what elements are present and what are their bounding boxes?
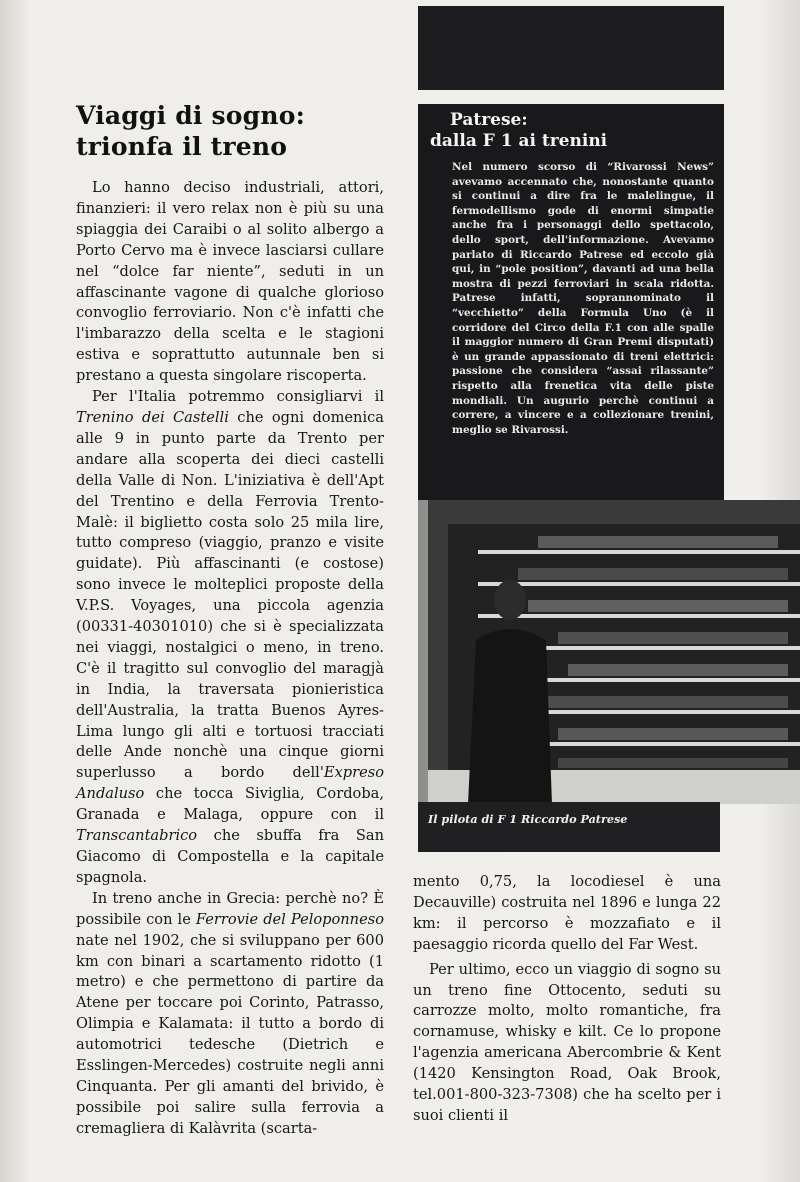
text-run: nate nel 1902, che si sviluppano per 600 km con binari a scartamento ridotto (1 metro) e che permettono di partire da Atene per toccare poi Corinto, Patrasso, Olimpia e Kalamata: il tutto a bordo di automotrici tedesche (Dietrich e Esslingen-Mercedes) costruite negli anni Cinquanta. Per gli amanti del brivido, è possibile poi salire sulla ferrovia a cremagliera di Kalàvrita (scarta- (76, 931, 384, 1137)
caption-bar (418, 802, 720, 852)
text-run: che tocca Siviglia, Cordoba, Granada e Malaga, oppure con il (76, 785, 384, 824)
paragraph-4: Per ultimo, ecco un viaggio di sogno su un treno fine Ottocento, seduti su carrozze molto, molto romantiche, fra cornamuse, whisky e kilt. Ce lo propone l'agenzia americana Abercombrie & Kent (1420 Kensington Road, Oak Brook, tel.001-800-323-7308) che ha scelto per i suoi clienti il (413, 960, 721, 1124)
text-run: che sbuffa fra San Giacomo di Compostella e la capitale spagnola. (76, 827, 384, 886)
paragraph-2 (76, 387, 384, 889)
headline-line-2: trionfa il treno (76, 132, 288, 161)
text-run-italic: Trenino dei Castelli (76, 408, 229, 426)
article-column-left (76, 178, 384, 1140)
photo-patrese-showcase (418, 500, 800, 804)
sidebar-body-text: Nel numero scorso di “Rivarossi News” avevamo accennato che, nonostante quanto si continui a dire fra le malelingue, il fermodellismo gode di enormi simpatie anche fra i personaggi dello spettacolo, dello sport, dell'informazione. Avevamo parlato di Riccardo Patrese ed eccolo già qui, in “pole position”, davanti ad una bella mostra di pezzi ferroviari in scala ridotta. Patrese infatti, soprannominato il “vecchietto” della Formula Uno (è il corridore del Circo della F.1 con alle spalle il maggior numero di Gran Premi disputati) è un grande appassionato di treni elettrici: passione che considera “assai rilassante” rispetto alla frenetica vita delle piste mondiali. Un augurio perchè continui a correre, a vincere e a collezionare trenini, meglio se Rivarossi. (452, 161, 714, 436)
sidebar-title-line-2: dalla F 1 ai trenini (430, 131, 608, 151)
text-run-italic: Transcantabrico (76, 827, 198, 845)
text-run-italic: Expreso Andaluso (76, 764, 384, 803)
text-run: Per l'Italia potremmo consigliarvi il (92, 388, 384, 406)
article-column-right (413, 872, 721, 1127)
sidebar-box (418, 104, 724, 500)
text-run: che ogni domenica alle 9 in punto parte da Trento per andare alla scoperta dei dieci castelli della Valle di Non. L'iniziativa è dell'Apt del Trentino e della Ferrovia Trento-Malè: il biglietto costa solo 25 mila lire, tutto compreso (viaggio, pranzo e visite guidate). Più affascinanti (e costose) sono invece le molteplici proposte della V.P.S. Voyages, una piccola agenzia (00331-40301010) che si è specializzata nei viaggi, nostalgici o meno, in treno. C'è il tragitto sul convoglio del maragjà in India, la traversata pionieristica dell'Australia, la tratta Buenos Ayres-Lima lungo gli alti e tortuosi tracciati delle Ande nonchè una cinque giorni superlusso a bordo dell' (76, 408, 384, 782)
paragraph-3 (76, 889, 384, 1140)
sidebar-title-line-1: Patrese: (450, 110, 528, 130)
headline-line-1: Viaggi di sogno: (76, 101, 306, 130)
article-headline (76, 100, 396, 162)
text-run: In treno anche in Grecia: perchè no? È possibile con le (76, 889, 384, 928)
paragraph-3-continued: mento 0,75, la locodiesel è una Decauville) costruita nel 1896 e lunga 22 km: il percorso è mozzafiato e il paesaggio ricorda quello del Far West. (413, 873, 721, 953)
sidebar-title (430, 110, 740, 152)
decorative-top-bar (418, 6, 724, 90)
photo-caption: Il pilota di F 1 Riccardo Patrese (428, 812, 628, 826)
photo-illustration (418, 500, 800, 804)
text-run-italic: Ferrovie del Peloponneso (195, 910, 384, 928)
paragraph-1: Lo hanno deciso industriali, attori, finanzieri: il vero relax non è più su una spiaggia dei Caraibi o al solito albergo a Porto Cervo ma è invece lasciarsi cullare nel “dolce far niente”, seduti in un affascinante vagone di qualche glorioso convoglio ferroviario. Non c'è infatti che l'imbarazzo della scelta e le stagioni estiva e soprattutto autunnale ben si prestano a questa singolare riscoperta. (76, 179, 384, 385)
